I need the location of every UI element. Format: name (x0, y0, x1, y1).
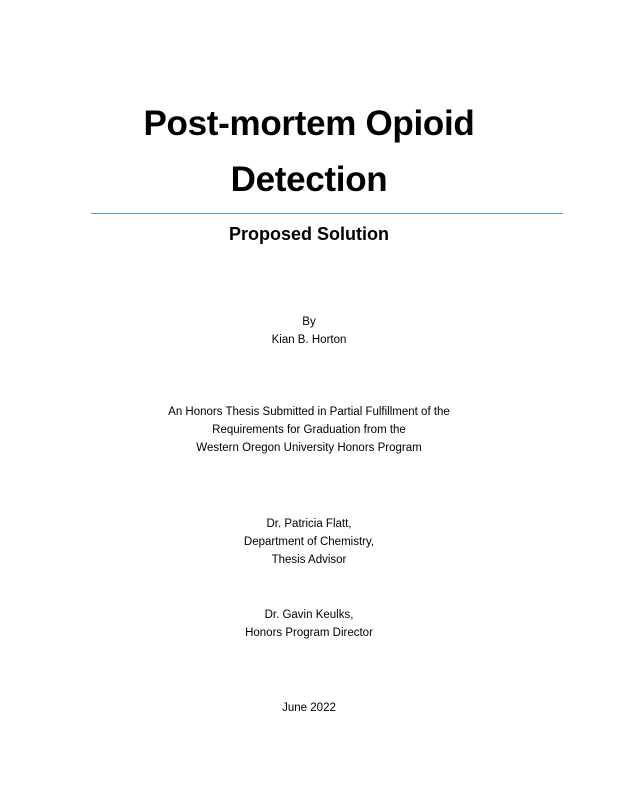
by-label: By (302, 316, 316, 328)
title-line-2: Detection (230, 160, 388, 199)
advisor-block (0, 515, 618, 569)
title-divider (91, 213, 563, 214)
director-block (0, 606, 618, 642)
thesis-line-3: Western Oregon University Honors Program (196, 442, 422, 454)
thesis-line-2: Requirements for Graduation from the (212, 424, 406, 436)
document-subtitle: Proposed Solution (229, 224, 389, 244)
thesis-line-1: An Honors Thesis Submitted in Partial Fulfillment of the (168, 406, 450, 418)
submission-date: June 2022 (282, 702, 336, 714)
thesis-statement (0, 403, 618, 457)
advisor-name: Dr. Patricia Flatt, (266, 518, 352, 530)
author-name: Kian B. Horton (271, 334, 347, 346)
director-name: Dr. Gavin Keulks, (264, 609, 354, 621)
author-block (0, 313, 618, 349)
advisor-department: Department of Chemistry, (243, 536, 375, 548)
advisor-role: Thesis Advisor (271, 554, 347, 566)
document-title (0, 96, 618, 208)
title-line-1: Post-mortem Opioid (143, 104, 475, 143)
director-role: Honors Program Director (245, 627, 373, 639)
